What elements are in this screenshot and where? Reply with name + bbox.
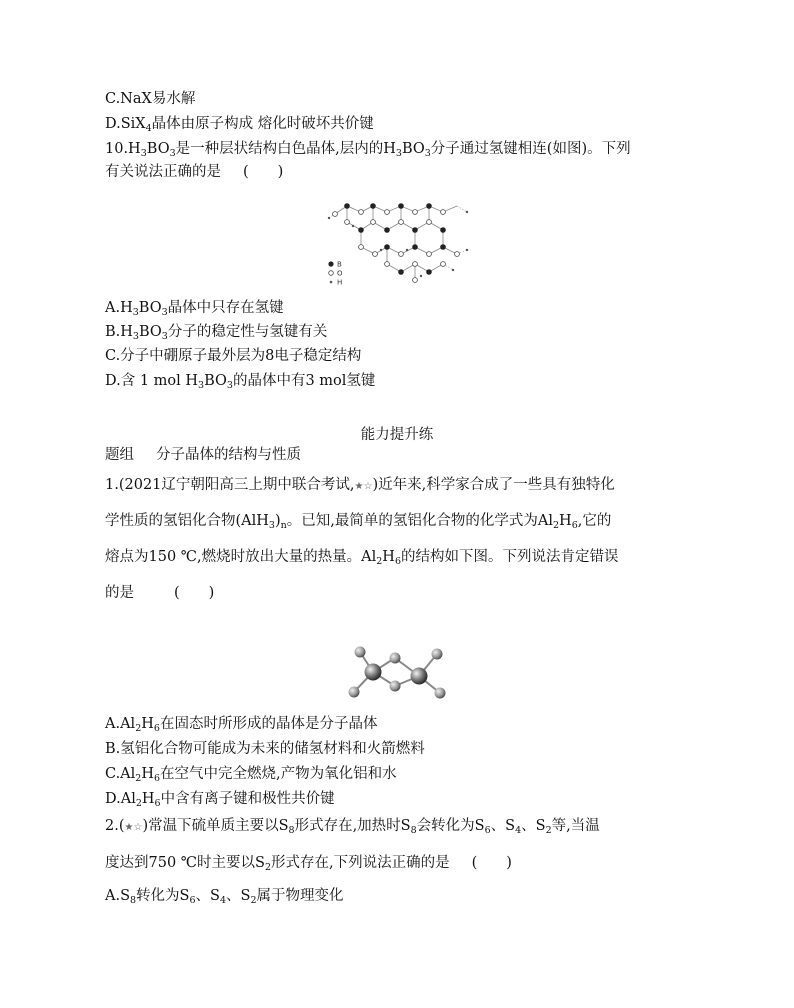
q1-stem-line2: 学性质的氢铝化合物$(AlH_3)_n$。已知,最简单的氢铝化合物的化学式为$Al_2H_6$,它的: [105, 513, 612, 531]
q1-option-a: $A.Al_2H_6$在固态时所形成的晶体是分子晶体: [105, 716, 378, 734]
q10-stem-line2: 有关说法正确的是 ( ): [105, 164, 284, 180]
q10-option-b: $B.H_3BO_3$分子的稳定性与氢键有关: [105, 324, 328, 342]
difficulty-star-icon: ★☆: [124, 822, 143, 833]
q1-stem-line1: 1.(2021辽宁朝阳高三上期中联合考试,★☆)近年来,科学家合成了一些具有独特化: [105, 477, 615, 493]
q1-option-b: B.氢铝化合物可能成为未来的储氢材料和火箭燃料: [105, 741, 425, 757]
h3bo3-layer-structure-figure: [325, 192, 475, 297]
option-d-six4: D.SiX$_4$晶体由原子构成 熔化时破坏共价键: [105, 116, 374, 134]
q10-stem-line1: $10.H_3BO_3$是一种层状结构白色晶体,层内的$H_3BO_3$分子通过氢键相连(如图)。下列: [105, 141, 631, 159]
q10-option-c: C.分子中硼原子最外层为8电子稳定结构: [105, 348, 362, 364]
legend-b: B: [337, 260, 342, 269]
section-title: 能力提升练: [360, 427, 434, 443]
q2-stem-line1: 2.(★☆)常温下硫单质主要以$S_8$形式存在,加热时$S_8$会转化为$S_6$、$S_4$、$S_2$等,当温: [105, 818, 600, 836]
group-heading: 题组 分子晶体的结构与性质: [105, 447, 301, 463]
q2-stem-line2: 度达到750 ℃时主要以$S_2$形式存在,下列说法正确的是 ( ): [105, 855, 512, 873]
q1-stem-line3: 熔点为150 ℃,燃烧时放出大量的热量。$Al_2H_6$的结构如下图。下列说法肯定错误: [105, 549, 619, 567]
figure-legend: [328, 261, 343, 287]
q10-option-d: D.含 1 mol $H_3BO_3$的晶体中有3 mol氢键: [105, 373, 376, 391]
q1-stem-line4: 的是 ( ): [105, 585, 215, 601]
legend-h: H: [337, 278, 343, 287]
legend-o: O: [337, 269, 343, 278]
q2-option-a: $A.S_8$转化为$S_6$、$S_4$、$S_2$属于物理变化: [105, 888, 344, 906]
q10-option-a: $A.H_3BO_3$晶体中只存在氢键: [105, 300, 284, 318]
q1-option-c: $C.Al_2H_6$在空气中完全燃烧,产物为氧化铝和水: [105, 766, 397, 784]
q1-option-d: $D.Al_2H_6$中含有离子键和极性共价键: [105, 791, 335, 809]
difficulty-star-icon: ★☆: [354, 481, 373, 492]
option-c-nax: C.NaX易水解: [105, 91, 196, 107]
al2h6-molecule-figure: [342, 643, 452, 703]
